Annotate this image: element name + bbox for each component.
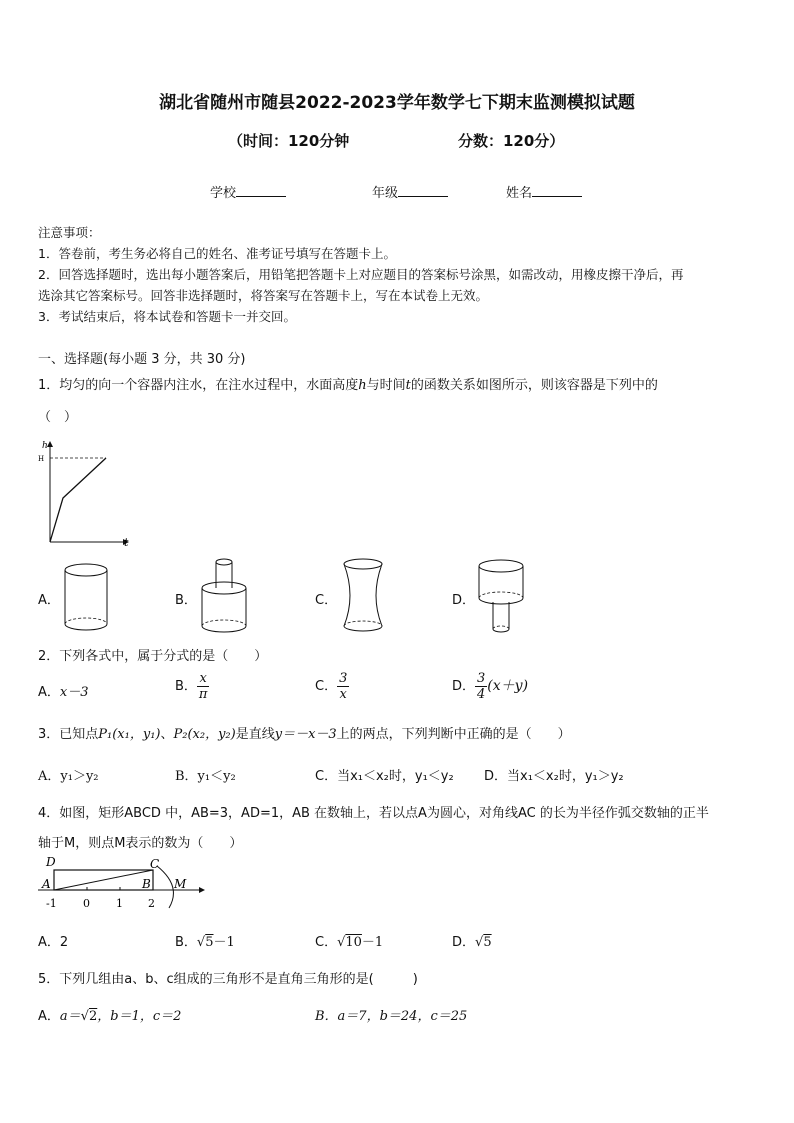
label-a: A xyxy=(42,877,51,891)
tick-label: 2 xyxy=(148,897,155,910)
q5-option-b: B．a＝7，b＝24，c＝25 xyxy=(315,1009,468,1024)
notice-item: 2．回答选择题时，选出每小题答案后，用铅笔把答题卡上对应题目的答案标号涂黑，如需改动，用橡皮擦干净后，再 xyxy=(38,267,684,282)
q4-option-b: B．√5－1 xyxy=(175,935,235,950)
water-curve xyxy=(50,458,106,542)
q1-option-b-label: B． xyxy=(175,593,197,608)
diagonal-ac xyxy=(54,870,153,890)
q1-text: 的函数关系如图所示，则该容器是下列中的 xyxy=(410,378,658,393)
arc xyxy=(157,866,173,908)
question-4-line1: 4．如图，矩形ABCD 中，AB=3，AD=1，AB 在数轴上，若以点A为圆心，对角线AC 的长为半径作弧交数轴的正半 xyxy=(38,806,709,821)
H-label: H xyxy=(38,455,45,463)
q4-option-a: A．2 xyxy=(38,935,69,950)
school-label: 学校 xyxy=(210,186,237,201)
q3-text: 是直线 xyxy=(235,727,275,742)
q2-c-label: C． xyxy=(315,679,338,694)
q2-a-label: A． xyxy=(38,685,60,700)
q1-text: 1．均匀的向一个容器内注水，在注水过程中，水面高度 xyxy=(38,378,359,393)
container-a-icon xyxy=(60,560,112,636)
q1-text: 与时间 xyxy=(366,378,406,393)
q2-option-c xyxy=(315,671,349,702)
question-5: 5．下列几组由a、b、c组成的三角形不是直角三角形的是( ) xyxy=(38,972,418,987)
q4-option-c: C．√10－1 xyxy=(315,935,384,950)
tick-label: 0 xyxy=(83,897,90,910)
q4-figure xyxy=(36,856,212,912)
q1-graph xyxy=(34,436,144,548)
tick-label: 1 xyxy=(116,897,123,910)
q2-b-fraction: $\frac{x}{\pi}$ xyxy=(198,671,208,702)
name-label: 姓名 xyxy=(506,186,533,201)
exam-time: （时间：120分钟 xyxy=(228,132,350,150)
q3-option-a: A．y₁＞y₂ xyxy=(38,769,99,784)
notice-heading: 注意事项： xyxy=(38,225,101,240)
q1-option-c-label: C． xyxy=(315,593,338,608)
h-axis-label: h xyxy=(42,441,48,451)
q4-option-d: D．√5 xyxy=(452,935,492,950)
q2-d-tail: (x＋y) xyxy=(487,678,529,694)
q1-var-t: t xyxy=(405,378,411,393)
school-field xyxy=(210,182,286,201)
label-d: D xyxy=(46,856,56,869)
school-blank xyxy=(236,184,286,197)
q1-paren: （ ） xyxy=(38,410,78,425)
q2-a-expr: x－3 xyxy=(59,685,89,700)
t-axis-label: t xyxy=(124,536,129,548)
q5-option-a: A．a＝√2，b＝1，c＝2 xyxy=(38,1009,182,1024)
q2-d-fraction: $\frac{3}{4}$ xyxy=(477,671,486,702)
q3-point-2: P₂(x₂，y₂) xyxy=(173,727,236,742)
q3-option-b: B．y₁＜y₂ xyxy=(175,769,236,784)
q2-option-a xyxy=(38,681,89,700)
label-m: M xyxy=(174,877,187,891)
notice-item: 1．答卷前，考生务必将自己的姓名、准考证号填写在答题卡上。 xyxy=(38,246,396,261)
container-d-icon xyxy=(474,556,532,636)
question-3 xyxy=(38,723,571,742)
q1-option-d-label: D． xyxy=(452,593,476,608)
container-c-icon xyxy=(338,556,388,636)
notice-block xyxy=(38,222,683,327)
name-blank xyxy=(532,184,582,197)
page-title: 湖北省随州市随县2022-2023学年数学七下期末监测模拟试题 xyxy=(159,93,635,113)
label-c: C xyxy=(150,857,160,871)
q2-d-label: D． xyxy=(452,679,476,694)
q2-option-b xyxy=(175,671,209,702)
q1-option-a-label: A． xyxy=(38,593,60,608)
notice-item: 3．考试结束后，将本试卷和答题卡一并交回。 xyxy=(38,309,296,324)
notice-item: 选涂其它答案标号。回答非选择题时，将答案写在答题卡上，写在本试卷上无效。 xyxy=(38,288,489,303)
q2-b-label: B． xyxy=(175,679,197,694)
container-b-icon xyxy=(198,554,262,636)
q3-option-d: D．当x₁＜x₂时，y₁＞y₂ xyxy=(484,769,624,784)
question-2: 2．下列各式中，属于分式的是（ ） xyxy=(38,649,268,664)
q3-text: 3．已知点 xyxy=(38,727,99,742)
grade-label: 年级 xyxy=(372,186,399,201)
q3-sep: 、 xyxy=(160,727,174,742)
grade-blank xyxy=(398,184,448,197)
exam-score: 分数：120分） xyxy=(458,132,565,150)
q3-point-1: P₁(x₁，y₁) xyxy=(98,727,161,742)
tick-label: -1 xyxy=(46,897,57,910)
q3-option-c: C．当x₁＜x₂时，y₁＜y₂ xyxy=(315,769,454,784)
question-4-line2: 轴于M，则点M表示的数为（ ） xyxy=(38,836,243,851)
q3-text: 上的两点，下列判断中正确的是（ ） xyxy=(336,727,571,742)
q1-var-h: h xyxy=(358,378,367,393)
q2-c-fraction: $\frac{3}{x}$ xyxy=(339,671,348,702)
label-b: B xyxy=(142,877,151,891)
question-1 xyxy=(38,374,658,393)
name-field xyxy=(506,182,582,201)
q3-line-eq: y＝－x－3 xyxy=(274,727,337,742)
grade-field xyxy=(372,182,448,201)
q2-option-d xyxy=(452,671,528,702)
section-heading: 一、选择题(每小题 3 分，共 30 分) xyxy=(38,352,246,367)
